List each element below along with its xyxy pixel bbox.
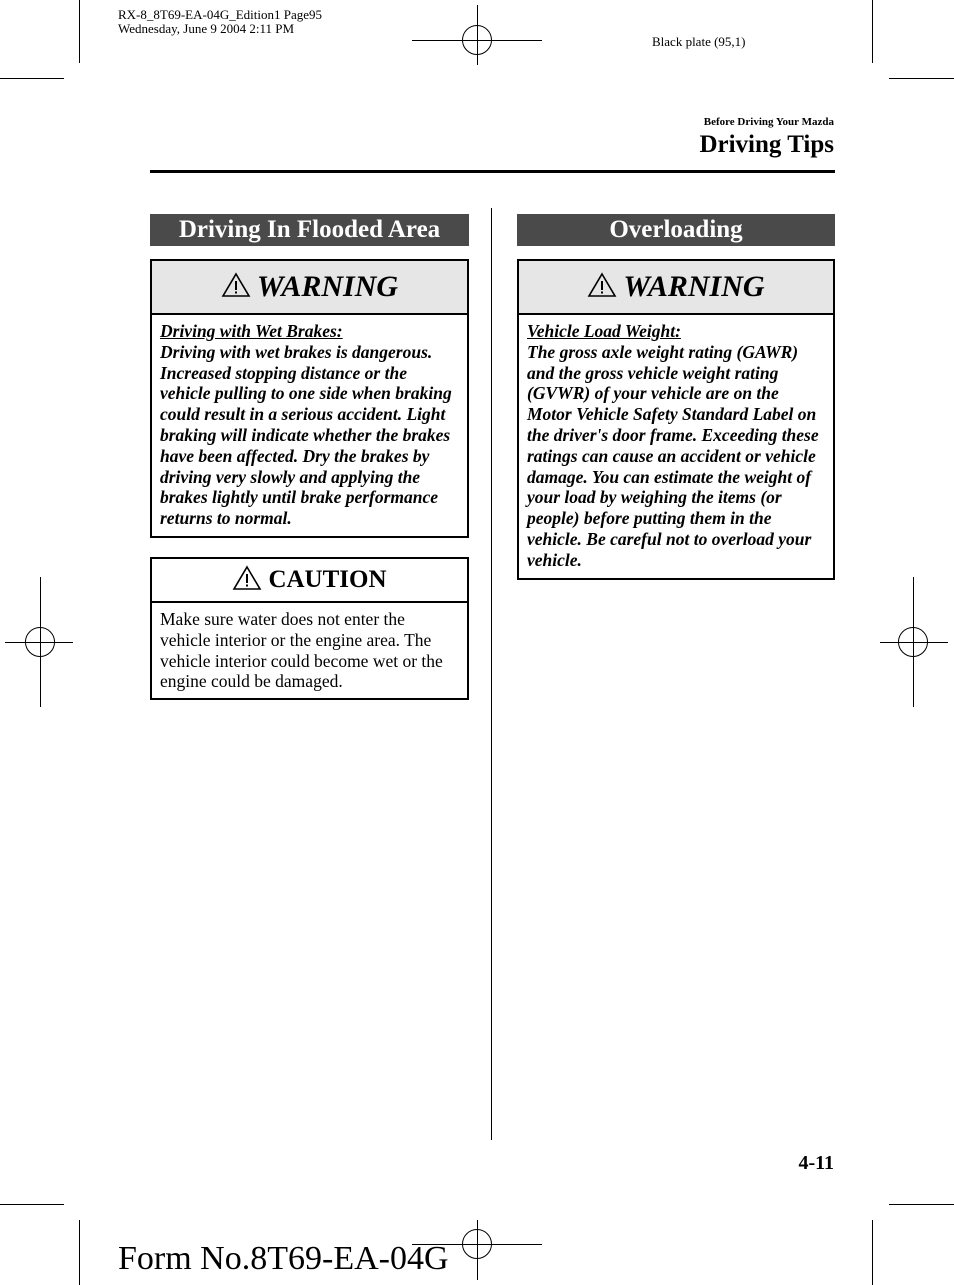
registration-mark-icon (462, 25, 492, 55)
crop-mark (79, 0, 80, 63)
warning-body (519, 315, 833, 579)
title-rule (150, 170, 835, 173)
crop-mark (0, 1204, 64, 1205)
warning-text: The gross axle weight rating (GAWR) and the gross vehicle weight rating (GVWR) of your vehicle are on the Motor Vehicle Safety Standard Label on the driver's door frame. Exceeding these ratings can cause an accident or vehicle damage. You can estimate the weight of your load by weighing the items (or people) before putting them in the vehicle. Be careful not to overload your vehicle. (527, 341, 819, 570)
warning-triangle-icon (587, 272, 617, 303)
form-number: Form No.8T69-EA-04G (118, 1240, 449, 1277)
print-info-date: Wednesday, June 9 2004 2:11 PM (118, 21, 295, 36)
warning-title: WARNING (256, 270, 399, 303)
right-warning-box (517, 259, 835, 580)
right-section-heading: Overloading (517, 214, 835, 246)
warning-subtitle: Vehicle Load Weight: (527, 321, 681, 341)
warning-header (152, 261, 467, 315)
warning-title: WARNING (623, 270, 765, 303)
warning-header (519, 261, 833, 315)
crop-mark (79, 1220, 80, 1285)
caution-title: CAUTION (268, 566, 387, 593)
plate-label: Black plate (95,1) (652, 34, 746, 49)
left-warning-box (150, 259, 469, 538)
crop-mark (872, 1220, 873, 1285)
left-section-heading: Driving In Flooded Area (150, 214, 469, 246)
crop-mark (889, 1204, 954, 1205)
print-info-file: RX-8_8T69-EA-04G_Edition1 Page95 (118, 7, 323, 22)
registration-mark-icon (462, 1229, 492, 1259)
registration-mark-icon (898, 627, 928, 657)
warning-triangle-icon (221, 272, 251, 303)
caution-header (152, 559, 467, 603)
warning-body (152, 315, 467, 537)
left-caution-box (150, 557, 469, 700)
page-title: Driving Tips (699, 131, 834, 158)
print-info (118, 8, 322, 36)
page-number: 4-11 (798, 1152, 834, 1174)
warning-subtitle: Driving with Wet Brakes: (160, 321, 343, 341)
warning-text: Driving with wet brakes is dangerous. Increased stopping distance or the vehicle pulling to one side when braking could result in a serious accident. Light braking will indicate whether the brakes have been affected. Dry the brakes by driving very slowly and applying the brakes lightly until brake performance returns to normal. (160, 341, 452, 529)
section-label: Before Driving Your Mazda (703, 116, 834, 128)
crop-mark (0, 78, 64, 79)
column-divider (491, 208, 492, 1140)
caution-text: Make sure water does not enter the vehicle interior or the engine area. The vehicle interior could become wet or the engine could be damaged. (160, 609, 443, 692)
crop-mark (889, 78, 954, 79)
registration-mark-icon (25, 627, 55, 657)
crop-mark (872, 0, 873, 63)
warning-triangle-icon (232, 565, 262, 596)
